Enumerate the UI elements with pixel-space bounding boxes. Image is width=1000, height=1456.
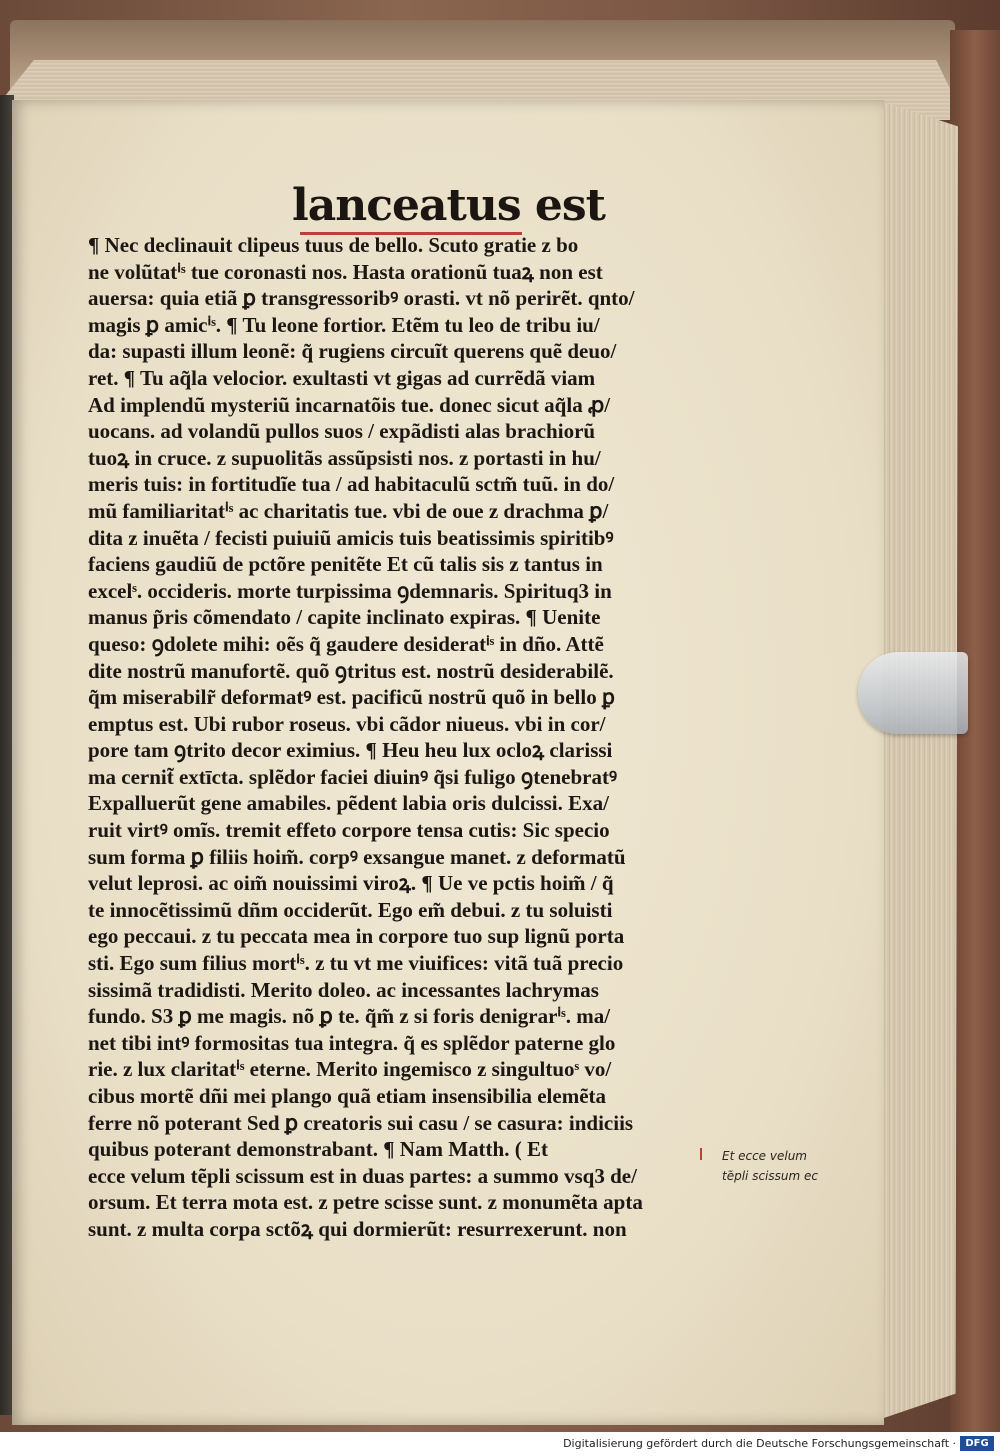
marginal-note (722, 1146, 872, 1186)
funding-credit: Digitalisierung gefördert durch die Deutsche Forschungsgemeinschaft · (563, 1437, 956, 1450)
marginal-note-marker (700, 1148, 724, 1160)
text-line: sissimã tradidisti. Merito doleo. ac incessantes lachrymas (88, 977, 599, 1002)
text-line: queso: ꝯdolete mihi: oẽs q̃ gaudere desideratⁱˢ in dño. Attẽ (88, 631, 604, 656)
text-line: ferre nõ poterant Sed ꝑ creatoris sui casu / se casura: indiciis (88, 1110, 634, 1135)
text-line: ecce velum tẽpli scissum est in duas partes: a summo vsq3 de/ (88, 1163, 637, 1188)
text-line: dite nostrũ manufortẽ. quõ ꝯtritus est. nostrũ desiderabilẽ. (88, 658, 614, 683)
text-line: auersa: quia etiã ꝑ transgressoribꝰ orasti. vt nõ perirẽt. qnto/ (88, 286, 635, 311)
text-line: Expalluerũt gene amabiles. pẽdent labia oris dulcissi. Exa/ (88, 791, 609, 816)
text-line: dita z inuẽta / fecisti puiuiũ amicis tuis beatissimis spiritibꝰ (88, 525, 614, 550)
page-fore-edge (878, 100, 958, 1420)
text-line: tuoꝝ in cruce. z supuolitãs assũpsisti nos. z portasti in hu/ (88, 445, 601, 470)
text-line: da: supasti illum leonẽ: q̃ rugiens circuĩt querens quẽ deuo/ (88, 339, 617, 364)
text-line: quibus poterant demonstrabant. ¶ Nam Matth. ( Et (88, 1137, 548, 1162)
text-line: cibus mortẽ dñi mei plango quã etiam insensibilia elemẽta (88, 1084, 607, 1108)
text-line: ego peccaui. z tu peccata mea in corpore tuo sup lignũ porta (88, 924, 625, 949)
text-line: meris tuis: in fortitudĩe tua / ad habitaculũ sctm̃ tuũ. in do/ (88, 472, 615, 497)
text-line: orsum. Et terra mota est. z petre scisse sunt. z monumẽta apta (88, 1190, 643, 1215)
marginal-note-line: Et ecce velum (722, 1149, 807, 1163)
footer-bar (0, 1432, 1000, 1456)
text-line: ret. ¶ Tu aq̃la velocior. exultasti vt gigas ad currẽdã viam (88, 365, 596, 390)
text-line: pore tam ꝯtrito decor eximius. ¶ Heu heu lux ocloꝝ clarissi (88, 738, 613, 763)
text-line: ¶ Nec declinauit clipeus tuus de bello. Scuto gratie z bo (88, 233, 579, 257)
text-line: ne volũtatⁱˢ tue coronasti nos. Hasta orationũ tuaꝝ non est (88, 259, 603, 284)
text-line: ma cernit̃ extīcta. splẽdor faciei diuinꝰ q̃si fuligo ꝯtenebratꝰ (88, 764, 618, 789)
text-line: sum forma ꝑ filiis hoim̃. corpꝰ exsangue manet. z deformatũ (88, 844, 626, 869)
text-line: sunt. z multa corpa sctõꝝ qui dormierũt: resurrexerunt. non (88, 1216, 627, 1241)
text-line: emptus est. Ubi rubor roseus. vbi cãdor niueus. vbi in cor/ (88, 711, 606, 736)
text-line: ruit virtꝰ omĩs. tremit effeto corpore tensa cutis: Sic specio (88, 818, 610, 843)
text-line: fundo. S3 ꝑ me magis. nõ ꝑ te. q̃m̃ z si foris denigrarⁱˢ. ma/ (88, 1004, 611, 1029)
text-line: excelˢ. occideris. morte turpissima ꝯdemnaris. Spirituq3 in (88, 578, 612, 603)
text-line: q̃m miserabilr̃ deformatꝰ est. pacificũ nostrũ quõ in bello ꝑ (88, 685, 615, 710)
text-line: magis ꝑ amicⁱˢ. ¶ Tu leone fortior. Etẽm tu leo de tribu iu/ (88, 312, 600, 337)
text-line: net tibi intꝰ formositas tua integra. q̃ es splẽdor paterne glo (88, 1030, 616, 1055)
text-line: uocans. ad volandũ pullos suos / expãdisti alas brachiorũ (88, 419, 596, 444)
text-line: te innocẽtissimũ dñm occiderũt. Ego em̃ debui. z tu soluisti (88, 897, 613, 922)
text-line: sti. Ego sum filius mortⁱˢ. z tu vt me viuifices: vitã tuã precio (88, 951, 624, 976)
dfg-logo: DFG (960, 1436, 994, 1451)
text-line: faciens gaudiũ de pctõre penitẽte Et cũ talis sis z tantus in (88, 552, 603, 577)
running-header: lanceatus est (292, 180, 606, 231)
page-clip (858, 652, 968, 734)
text-line: rie. z lux claritatⁱˢ eterne. Merito ingemisco z singultuoˢ vo/ (88, 1057, 612, 1082)
text-line: mũ familiaritatⁱˢ ac charitatis tue. vbi de oue z drachma ꝑ/ (88, 498, 609, 523)
text-block (88, 232, 704, 1243)
marginal-note-line: tẽpli scissum ec (722, 1169, 818, 1183)
text-line: velut leprosi. ac oim̃ nouissimi viroꝝ. ¶ Ue ve pctis hoim̃ / q̃ (88, 871, 614, 896)
text-line: manus p̃ris cõmendato / capite inclinato expiras. ¶ Uenite (88, 605, 601, 630)
text-line: Ad implendũ mysteriũ incarnatõis tue. donec sicut aq̃la ꝓ/ (88, 392, 611, 417)
